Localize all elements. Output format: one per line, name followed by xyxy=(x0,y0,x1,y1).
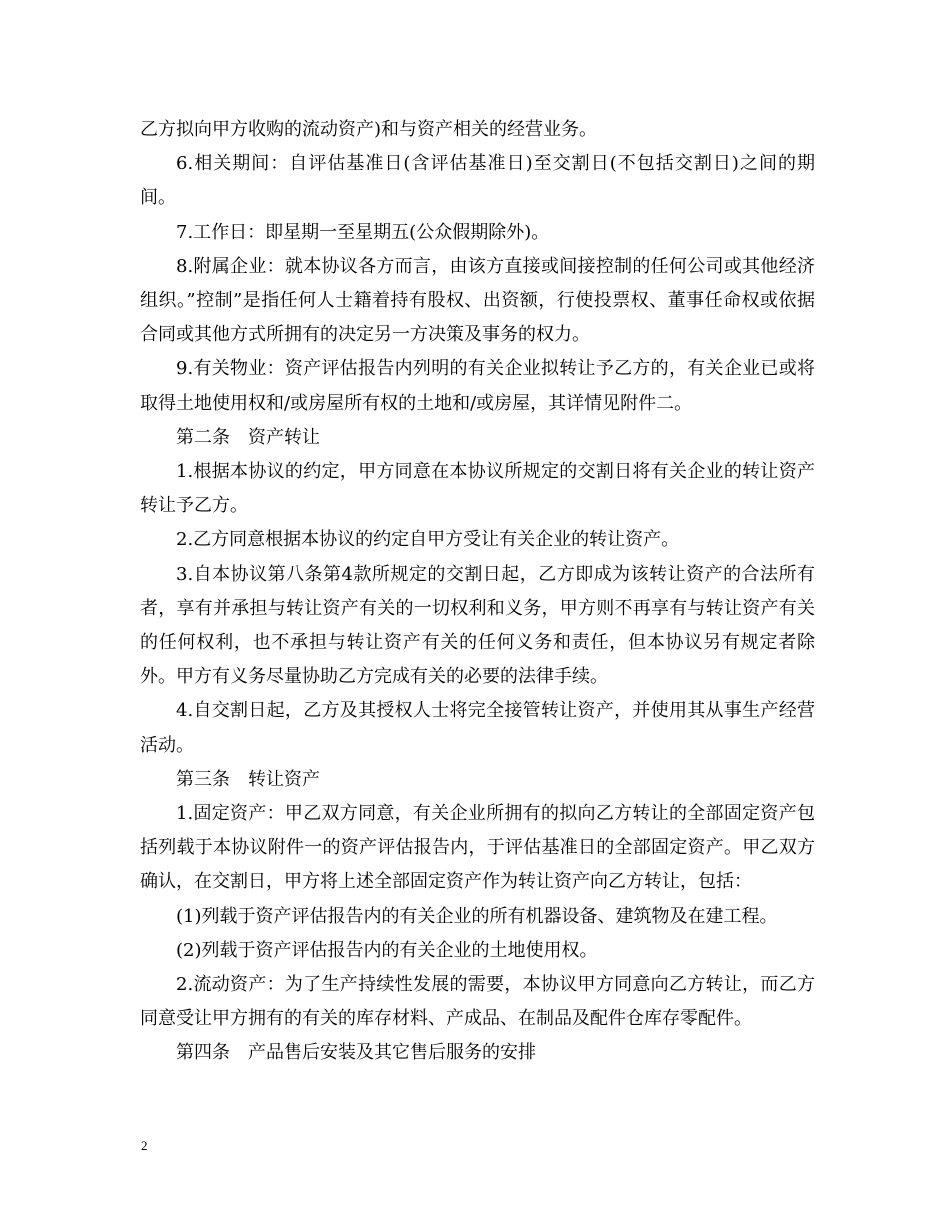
paragraph-article3-clause-1: 1.固定资产：甲乙双方同意，有关企业所拥有的拟向乙方转让的全部固定资产包括列载于本协议附件一的资产评估报告内，于评估基准日的全部固定资产。甲乙双方确认，在交割日，甲方将上述全部固定资产作为转让资产向乙方转让，包括： xyxy=(140,803,815,893)
paragraph-article3-clause-2: 2.流动资产：为了生产持续性发展的需要，本协议甲方同意向乙方转让，而乙方同意受让甲方拥有的有关的库存材料、产成品、在制品及配件仓库存零配件。 xyxy=(140,974,815,1030)
page-number: 2 xyxy=(141,1138,148,1153)
document-body xyxy=(140,113,815,1071)
paragraph-continuation: 乙方拟向甲方收购的流动资产)和与资产相关的经营业务。 xyxy=(140,119,598,140)
article-heading-3: 第三条 转让资产 xyxy=(176,768,320,790)
paragraph-article3-item-2: (2)列载于资产评估报告内的有关企业的土地使用权。 xyxy=(176,939,598,961)
article-heading-4: 第四条 产品售后安装及其它售后服务的安排 xyxy=(176,1042,536,1064)
paragraph-definition-7: 7.工作日：即星期一至星期五(公众假期除外)。 xyxy=(176,221,550,243)
paragraph-article2-clause-4: 4.自交割日起，乙方及其授权人士将完全接管转让资产，并使用其从事生产经营活动。 xyxy=(140,700,815,756)
paragraph-definition-9: 9.有关物业：资产评估报告内列明的有关企业拟转让予乙方的，有关企业已或将取得土地使用权和/或房屋所有权的土地和/或房屋，其详情见附件二。 xyxy=(140,358,815,414)
paragraph-definition-6: 6.相关期间：自评估基准日(含评估基准日)至交割日(不包括交割日)之间的期间。 xyxy=(140,153,815,209)
paragraph-article3-item-1: (1)列载于资产评估报告内的有关企业的所有机器设备、建筑物及在建工程。 xyxy=(176,905,778,927)
paragraph-article2-clause-3: 3.自本协议第八条第4款所规定的交割日起，乙方即成为该转让资产的合法所有者，享有并承担与转让资产有关的一切权利和义务，甲方则不再享有与转让资产有关的任何权利，也不承担与转让资产有关的任何义务和责任，但本协议另有规定者除外。甲方有义务尽量协助乙方完成有关的必要的法律手续。 xyxy=(140,563,815,688)
paragraph-definition-8: 8.附属企业：就本协议各方而言，由该方直接或间接控制的任何公司或其他经济组织。”控制”是指任何人士籍着持有股权、出资额，行使投票权、董事任命权或依据合同或其他方式所拥有的决定另一方决策及事务的权力。 xyxy=(140,255,815,346)
paragraph-article2-clause-2: 2.乙方同意根据本协议的约定自甲方受让有关企业的转让资产。 xyxy=(176,529,680,551)
article-heading-2: 第二条 资产转让 xyxy=(176,426,320,448)
paragraph-article2-clause-1: 1.根据本协议的约定，甲方同意在本协议所规定的交割日将有关企业的转让资产转让予乙方。 xyxy=(140,461,815,517)
